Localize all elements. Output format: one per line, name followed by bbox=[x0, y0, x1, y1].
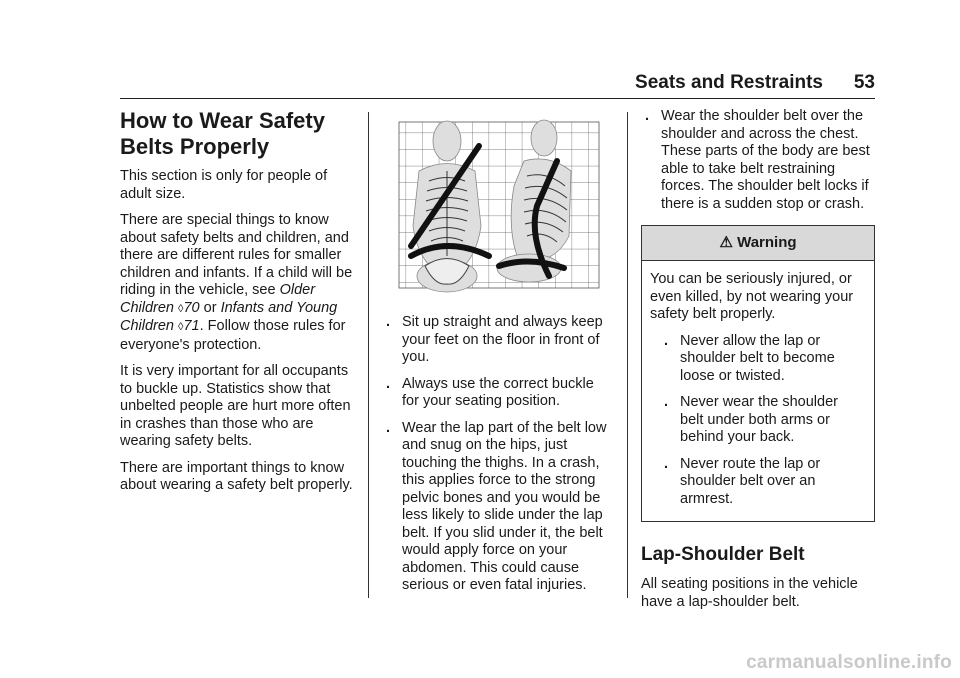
bullet-marker: . bbox=[386, 419, 391, 436]
section-heading: How to Wear Safety Belts Properly bbox=[120, 108, 325, 159]
warning-title: Warning bbox=[737, 234, 797, 251]
page-number: 53 bbox=[853, 72, 875, 93]
paragraph: This section is only for people of adult size. bbox=[120, 168, 328, 202]
column-1 bbox=[120, 108, 356, 504]
seated-skeleton-belt-illustration bbox=[389, 116, 605, 300]
page-ref-arrow-icon: ◊ bbox=[178, 302, 184, 315]
list-item bbox=[382, 376, 610, 411]
belt-tips-list bbox=[382, 314, 610, 595]
list-item bbox=[382, 314, 610, 367]
warning-intro: You can be seriously injured, or even killed, by not wearing your safety belt properly. bbox=[650, 271, 854, 322]
column-rule-2 bbox=[627, 112, 628, 598]
link-title: Infants and Young Children bbox=[120, 299, 338, 334]
list-item-text: Sit up straight and always keep your feet on the floor in front of you. bbox=[402, 314, 603, 365]
list-item-text: Always use the correct buckle for your seating position. bbox=[402, 375, 594, 409]
list-item bbox=[650, 394, 864, 447]
list-item bbox=[650, 333, 864, 386]
paragraph: There are important things to know about wearing a safety belt properly. bbox=[120, 459, 353, 493]
paragraph-children-reference bbox=[120, 212, 356, 354]
text: . Follow those rules for everyone's protection. bbox=[120, 318, 346, 353]
list-item-text: Never allow the lap or shoulder belt to become loose or twisted. bbox=[680, 332, 835, 384]
bullet-marker: . bbox=[386, 314, 391, 330]
warning-list bbox=[650, 333, 864, 509]
paragraph: All seating positions in the vehicle have a lap-shoulder belt. bbox=[641, 576, 858, 610]
belt-tips-list-continued bbox=[641, 108, 875, 213]
column-2 bbox=[382, 108, 610, 604]
watermark: carmanualsonline.info bbox=[746, 652, 952, 673]
warning-symbol-icon: ⚠ bbox=[719, 234, 733, 251]
link-page: 71 bbox=[183, 318, 200, 334]
list-item bbox=[382, 420, 610, 595]
list-item-text: Never wear the shoulder belt under both arms or behind your back. bbox=[680, 394, 838, 445]
text: or bbox=[199, 299, 221, 316]
bullet-marker: . bbox=[664, 332, 669, 349]
bullet-marker: . bbox=[386, 375, 391, 392]
list-item-text: Wear the lap part of the belt low and snug on the hips, just touching the thighs. In a crash, this applies force to the strong pelvic bones and you would be less likely to slide under the lap belt. If you slid under it, the belt would apply force on your abdomen. This could cause serious or even fatal injuries. bbox=[402, 419, 607, 593]
page-header bbox=[120, 68, 875, 99]
warning-box bbox=[641, 225, 875, 522]
column-3 bbox=[641, 108, 875, 620]
column-rule-1 bbox=[368, 112, 369, 598]
text: There are special things to know about safety belts and children, and there are different rules for smaller children and infants. If a child will be riding in the vehicle, see bbox=[120, 212, 353, 298]
list-item bbox=[650, 456, 864, 509]
bullet-marker: . bbox=[645, 108, 650, 124]
list-item bbox=[641, 108, 875, 213]
warning-header bbox=[642, 226, 874, 261]
list-item-text: Never route the lap or shoulder belt over an armrest. bbox=[680, 455, 821, 507]
list-item-text: Wear the shoulder belt over the shoulder and across the chest. These parts of the body are best able to take belt restraining forces. The shoulder belt locks if there is a sudden stop or crash. bbox=[661, 108, 870, 212]
bullet-marker: . bbox=[664, 455, 669, 472]
bullet-marker: . bbox=[664, 394, 669, 410]
subsection-heading: Lap-Shoulder Belt bbox=[641, 544, 805, 565]
paragraph: It is very important for all occupants to buckle up. Statistics show that unbelted people are hurt more often in crashes than those who are wearing safety belts. bbox=[120, 363, 351, 449]
page-ref-arrow-icon: ◊ bbox=[178, 321, 184, 333]
header-title: Seats and Restraints bbox=[635, 72, 823, 93]
link-title: Older Children bbox=[120, 282, 316, 316]
link-page: 70 bbox=[183, 299, 200, 316]
warning-body bbox=[642, 261, 874, 521]
